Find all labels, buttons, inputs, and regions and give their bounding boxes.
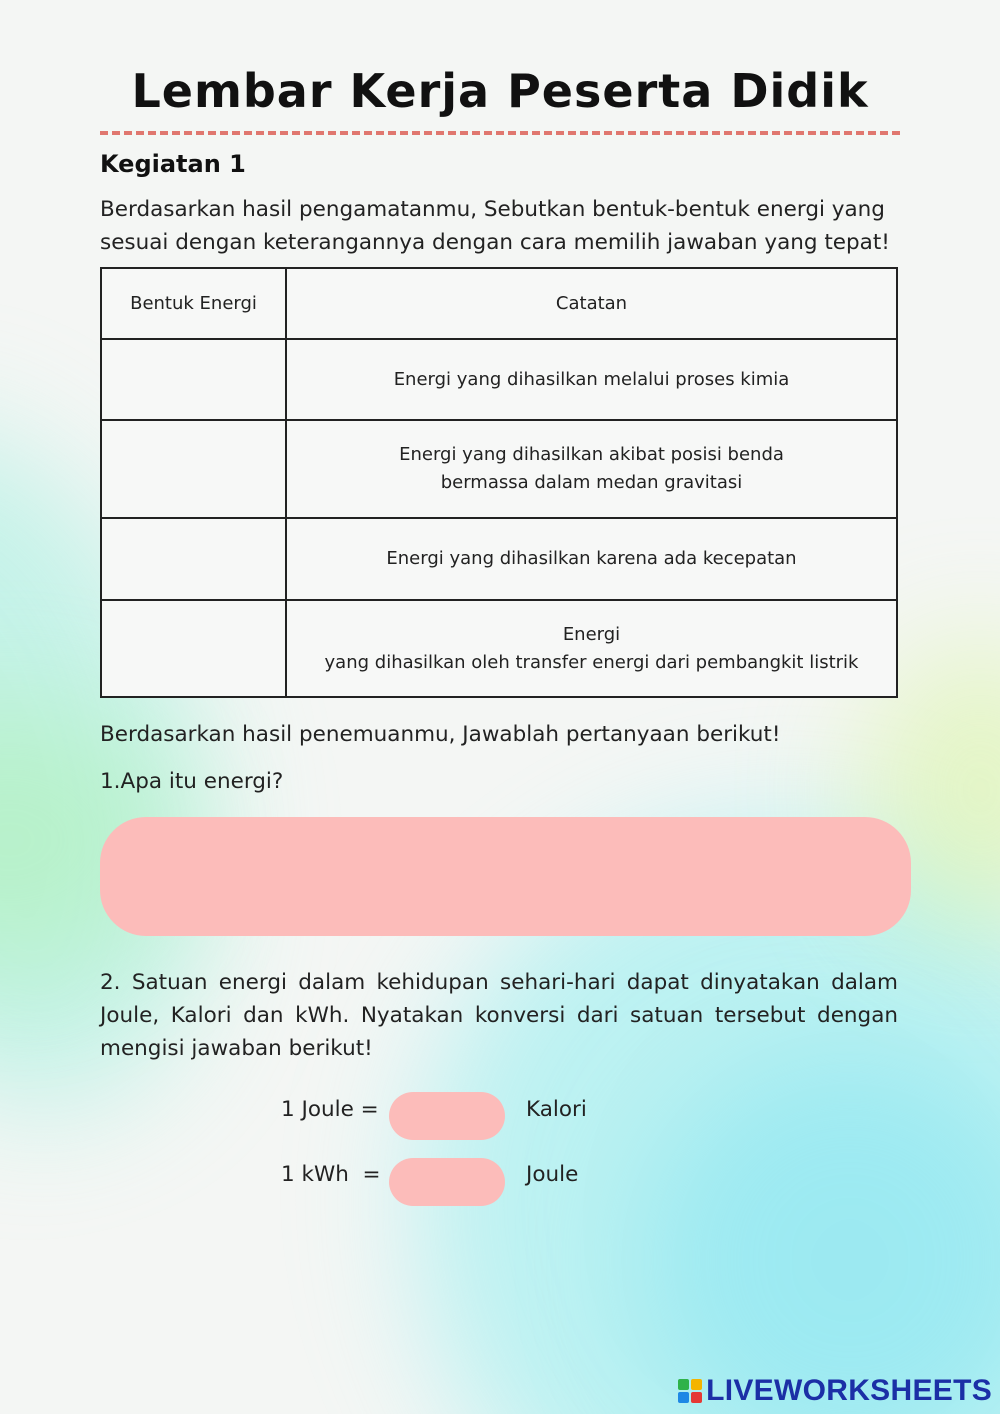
- brand-text: LIVEWORKSHEETS: [706, 1374, 992, 1407]
- table-row: [101, 518, 897, 600]
- note-cell: Energi yang dihasilkan karena ada kecepatan: [286, 518, 897, 600]
- header-bentuk-energi: Bentuk Energi: [101, 268, 286, 339]
- liveworksheets-brand[interactable]: [678, 1374, 992, 1408]
- answer-field-kwh-to-joule[interactable]: [389, 1158, 505, 1206]
- question-intro: Berdasarkan hasil penemuanmu, Jawablah pertanyaan berikut!: [100, 722, 781, 747]
- table-row: [101, 600, 897, 697]
- energy-answer-cell[interactable]: [101, 600, 286, 697]
- title-divider: [100, 131, 900, 135]
- conversion-unit-joule: Joule: [526, 1162, 579, 1187]
- liveworksheets-logo-icon: [678, 1379, 702, 1403]
- conversion-label-kwh: 1 kWh =: [281, 1162, 381, 1187]
- answer-field-joule-to-kalori[interactable]: [389, 1092, 505, 1140]
- question-2: 2. Satuan energi dalam kehidupan sehari-hari dapat dinyatakan dalam Joule, Kalori dan kWh. Nyatakan konversi dari satuan tersebut dengan mengisi jawaban berikut!: [100, 970, 898, 1061]
- activity-heading: Kegiatan 1: [100, 150, 246, 178]
- note-line: bermassa dalam medan gravitasi: [440, 472, 743, 493]
- note-cell: [286, 600, 897, 697]
- question-1: 1.Apa itu energi?: [100, 769, 284, 794]
- energy-answer-cell[interactable]: [101, 420, 286, 518]
- note-line: Energi yang dihasilkan akibat posisi benda: [399, 444, 784, 465]
- energy-table: [100, 267, 898, 698]
- activity-instruction: Berdasarkan hasil pengamatanmu, Sebutkan bentuk-bentuk energi yang sesuai dengan keterangannya dengan cara memilih jawaban yang tepat!: [100, 197, 890, 255]
- note-line: Energi: [562, 623, 621, 645]
- energy-answer-cell[interactable]: [101, 339, 286, 420]
- table-row: [101, 339, 897, 420]
- table-header-row: [101, 268, 897, 339]
- conversion-unit-kalori: Kalori: [526, 1097, 587, 1122]
- note-cell: Energi yang dihasilkan melalui proses kimia: [286, 339, 897, 420]
- note-cell: [286, 420, 897, 518]
- header-catatan: Catatan: [286, 268, 897, 339]
- energy-answer-cell[interactable]: [101, 518, 286, 600]
- note-line: yang dihasilkan oleh transfer energi dari pembangkit listrik: [324, 651, 859, 673]
- page-title: Lembar Kerja Peserta Didik: [131, 64, 869, 118]
- table-row: [101, 420, 897, 518]
- answer-field-question-1[interactable]: [100, 817, 911, 936]
- conversion-label-joule: 1 Joule =: [281, 1097, 379, 1122]
